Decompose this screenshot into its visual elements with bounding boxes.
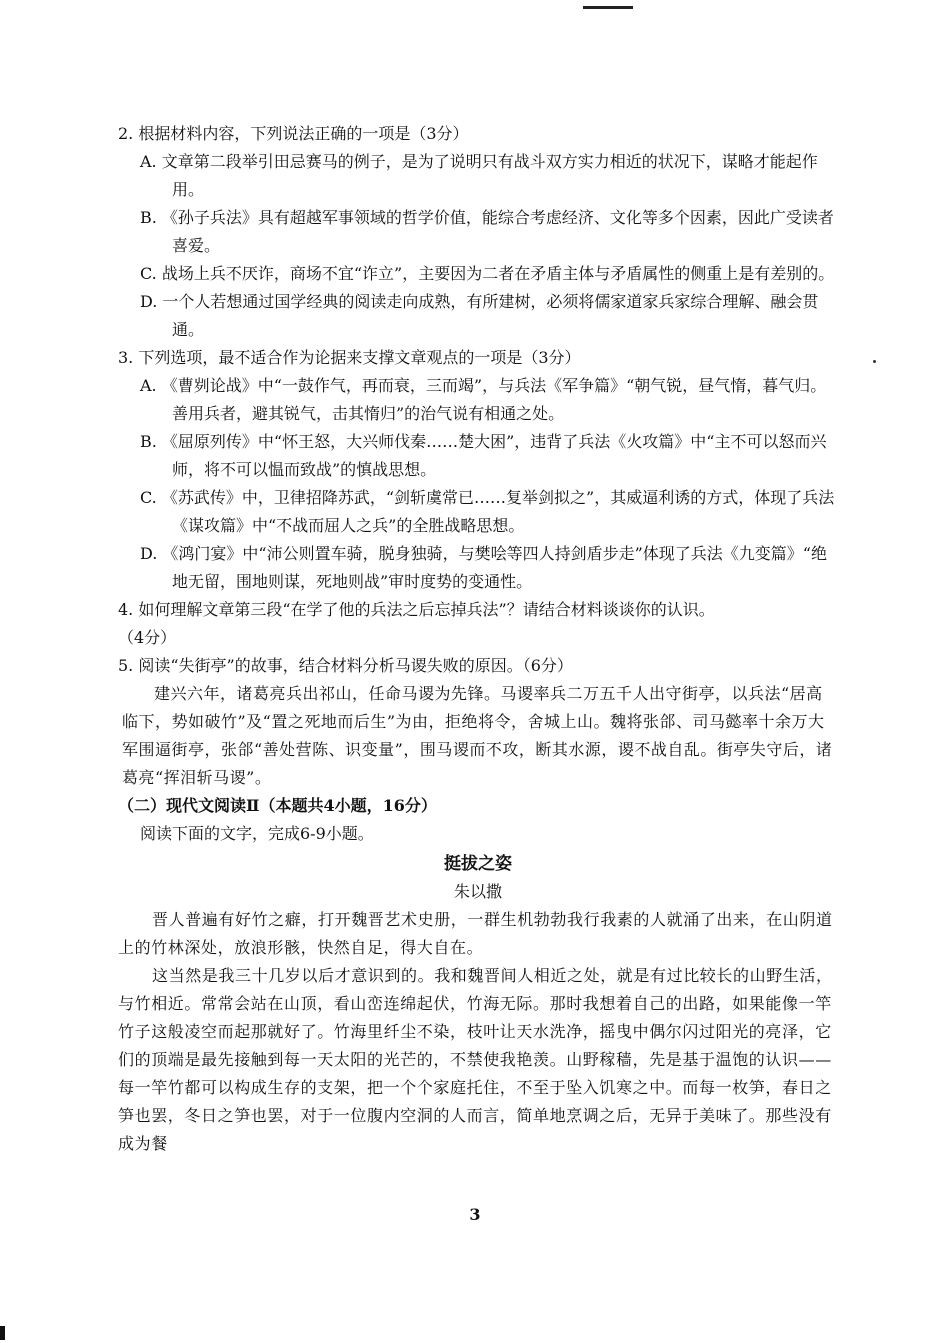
question-3-option-b: B. 《屈原列传》中“怀王怒，大兴师伐秦……楚大困”，违背了兵法《火攻篇》中“主不可以怒而兴师，将不可以愠而致战”的慎战思想。 — [140, 432, 827, 479]
top-scan-mark — [583, 6, 633, 9]
left-scan-mark — [0, 1326, 5, 1340]
article-title: 挺拔之姿 — [444, 854, 512, 874]
article-paragraph-1: 晋人普遍有好竹之癖，打开魏晋艺术史册，一群生机勃勃我行我素的人就涌了出来，在山阴道上的竹林深处，放浪形骸，快然自足，得大自在。 — [118, 910, 833, 957]
question-5-stem: 5. 阅读“失街亭”的故事，结合材料分析马谡失败的原因。（6分） — [118, 656, 573, 675]
question-3-stem: 3. 下列选项，最不适合作为论据来支撑文章观点的一项是（3分） — [118, 348, 581, 367]
section-2-heading: （二）现代文阅读Ⅱ（本题共4小题，16分） — [118, 796, 437, 815]
question-2-option-c: C. 战场上兵不厌诈，商场不宜“诈立”，主要因为二者在矛盾主体与矛盾属性的侧重上是有差别的。 — [140, 264, 835, 283]
question-5-story: 建兴六年，诸葛亮兵出祁山，任命马谡为先锋。马谡率兵二万五千人出守街亭，以兵法“居高临下，势如破竹”及“置之死地而后生”为由，拒绝将令，舍城上山。魏将张郃、司马懿率十余万大军围逼街亭，张郃“善处营陈、识变量”，围马谡而不攻，断其水源，谡不战自乱。街亭失守后，诸葛亮“挥泪斩马谡”。 — [122, 684, 833, 787]
question-3-option-a: A. 《曹刿论战》中“一鼓作气，再而衰，三而竭”，与兵法《军争篇》“朝气锐，昼气惰，暮气归。善用兵者，避其锐气，击其惰归”的治气说有相通之处。 — [140, 376, 827, 423]
question-2-stem: 2. 根据材料内容，下列说法正确的一项是（3分） — [118, 124, 469, 143]
article-author: 朱以撒 — [453, 882, 502, 901]
scan-speck — [873, 360, 876, 363]
page-number: 3 — [469, 1205, 481, 1224]
article-paragraph-2: 这当然是我三十几岁以后才意识到的。我和魏晋间人相近之处，就是有过比较长的山野生活，与竹相近。常常会站在山顶，看山峦连绵起伏，竹海无际。那时我想着自己的出路，如果能像一竿竹子这般凌空而起那就好了。竹海里纤尘不染，枝叶让天水洗净，摇曳中偶尔闪过阳光的亮泽，它们的顶端是最先接触到每一天太阳的光芒的，不禁使我艳羡。山野稼穑，先是基于温饱的认识——每一竿竹都可以构成生存的支架，把一个个家庭托住，不至于坠入饥寒之中。而每一枚笋，春日之笋也罢，冬日之笋也罢，对于一位腹内空洞的人而言，简单地烹调之后，无异于美味了。那些没有成为餐 — [118, 966, 833, 1153]
question-2-option-d: D. 一个人若想通过国学经典的阅读走向成熟，有所建树，必须将儒家道家兵家综合理解、融会贯通。 — [140, 292, 819, 339]
exam-page-content — [118, 120, 838, 1158]
question-3-option-d: D. 《鸿门宴》中“沛公则置车骑，脱身独骑，与樊哙等四人持剑盾步走”体现了兵法《九变篇》“绝地无留，围地则谋，死地则战”审时度势的变通性。 — [140, 544, 827, 591]
question-2-option-b: B. 《孙子兵法》具有超越军事领域的哲学价值，能综合考虑经济、文化等多个因素，因此广受读者喜爱。 — [140, 208, 834, 255]
section-2-instruction: 阅读下面的文字，完成6-9小题。 — [140, 824, 374, 843]
question-3-option-c: C. 《苏武传》中，卫律招降苏武，“剑斩虞常已……复举剑拟之”，其威逼利诱的方式，体现了兵法《谋攻篇》中“不战而屈人之兵”的全胜战略思想。 — [140, 488, 835, 535]
question-4-stem: 4. 如何理解文章第三段“在学了他的兵法之后忘掉兵法”？请结合材料谈谈你的认识。 — [118, 600, 715, 619]
question-4-score: （4分） — [118, 628, 177, 647]
question-2-option-a: A. 文章第二段举引田忌赛马的例子，是为了说明只有战斗双方实力相近的状况下，谋略才能起作用。 — [140, 152, 818, 199]
